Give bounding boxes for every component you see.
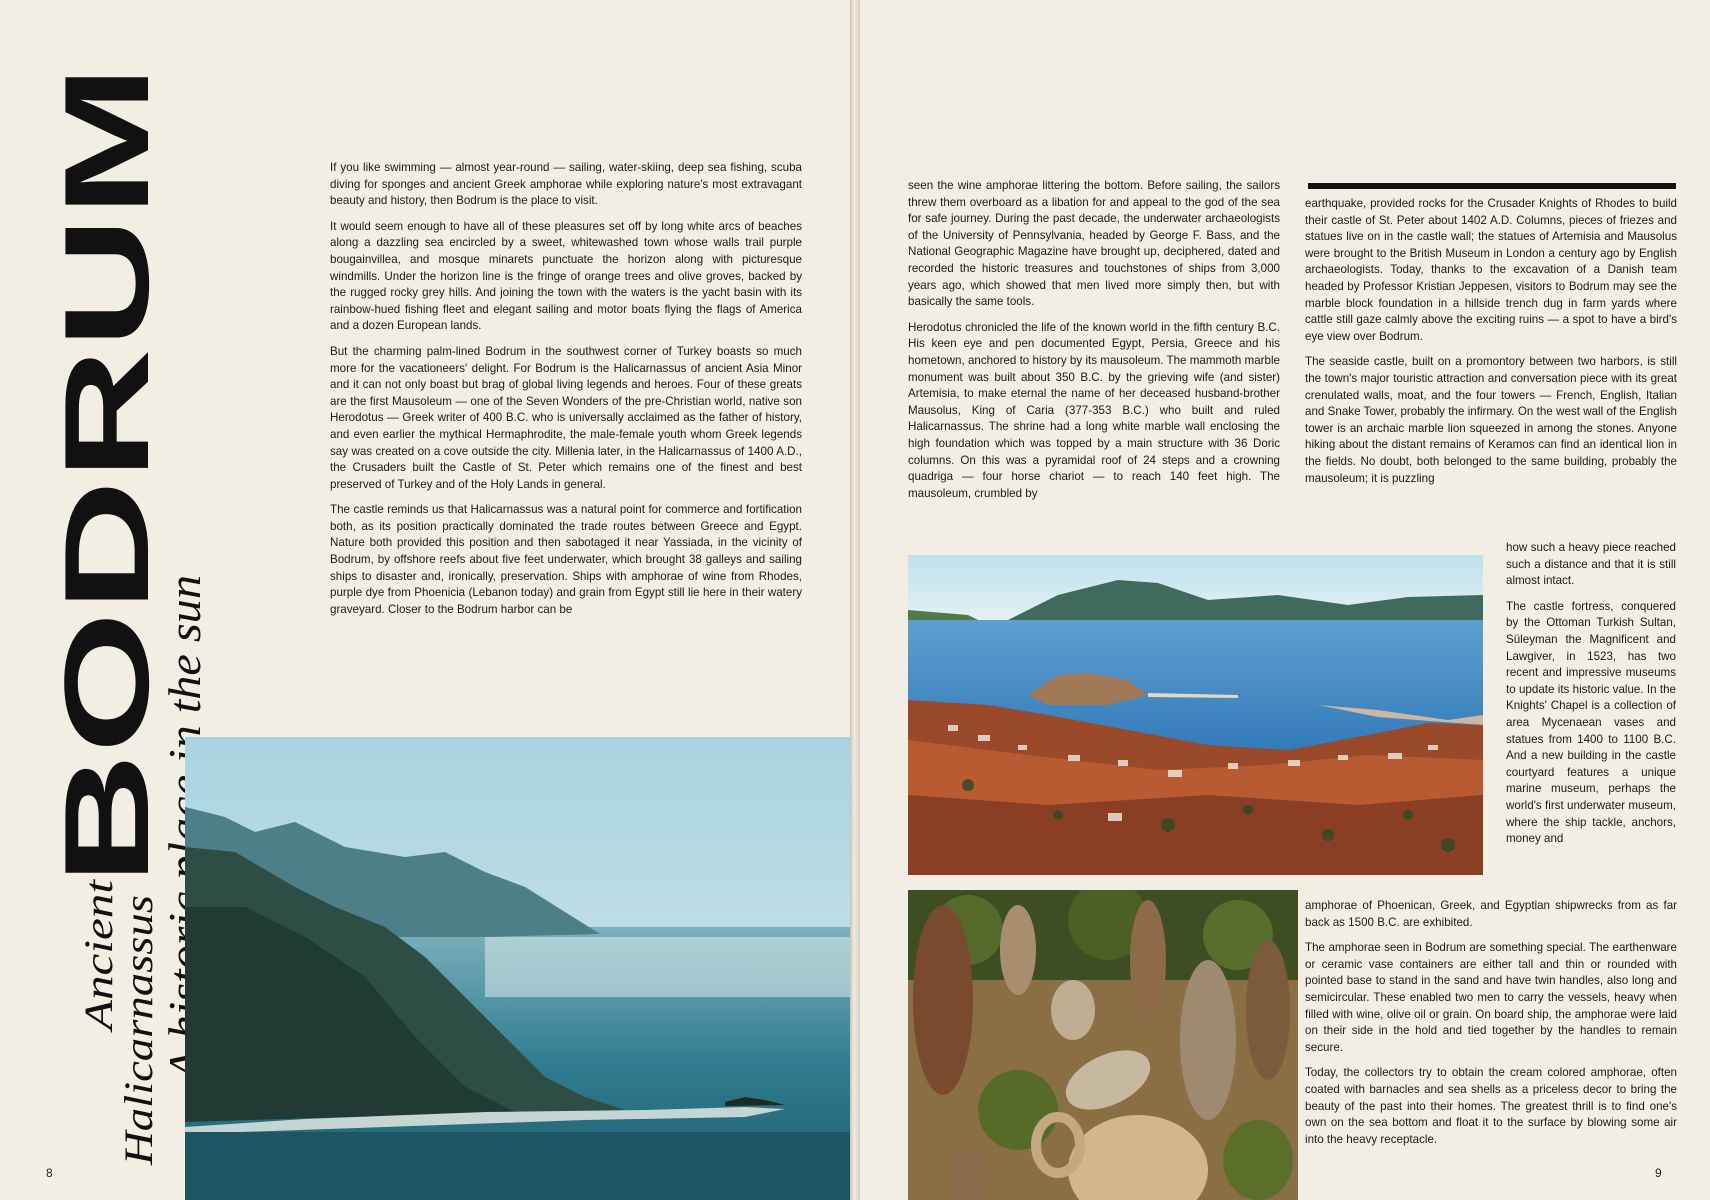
left-page (0, 0, 850, 1200)
paragraph: seen the wine amphorae littering the bottom. Before sailing, the sailors threw them overboard as a libation for and appeal to the god of the sea for safe journey. During the past decade, the underwater archaeologists of the University of Pennsylvania, headed by George F. Bass, and the National Geographic Magazine have brought up, deciphered, dated and recorded the historic treasures and touchstones of ships from 3,000 years ago, which showed that men lived more simply then, but with basically the same tools. (908, 179, 1280, 309)
title-bodrum: BODRUM (39, 210, 174, 885)
middle-body-text (908, 178, 1280, 511)
paragraph: The seaside castle, built on a promontory between two harbors, is still the town's major touristic attraction and conversation piece with its great crenulated walls, moat, and the four towers — French, English, Italian and Snake Tower, probably the infirmary. On the west wall of the English tower is an archaic marble lion squeezed in among the stones. Anyone hiking about the distant remains of Keramos can find an identical lion in the fields. No doubt, both belonged to the same building, probably the mausoleum; it is puzzling (1305, 355, 1677, 485)
right-body-text-bottom (1305, 898, 1677, 1157)
paragraph: If you like swimming — almost year-round — sailing, water-skiing, deep sea fishing, scuba diving for sponges and ancient Greek amphorae while exploring nature's most extravagant beauty and history, then Bodrum is the place to visit. (330, 161, 802, 208)
column-rule (1308, 183, 1676, 189)
paragraph: Today, the collectors try to obtain the cream colored amphorae, often coated with barnacles and sea shells as a priceless decor to bring the beauty of the past into their homes. The greatest thrill is to find one's own on the sea bottom and float it to the surface by blowing some air into the heavy receptacle. (1305, 1066, 1677, 1146)
title-subtitle: A historic place in the sun (159, 599, 210, 1080)
paragraph: The amphorae seen in Bodrum are something special. The earthenware or ceramic vase containers are either tall and thin or rounded with pointed base to stand in the sand and have twin handles, also long and semicircular. These enabled two men to carry the vessels, heavy when filled with wine, olive oil or grain. On board ship, the amphorae were laid on their side in the hold and tied together by the handles to remain secure. (1305, 941, 1677, 1054)
page-number-left: 8 (46, 1166, 53, 1180)
title-halicarnassus: Halicarnassus (116, 933, 161, 1165)
coastline-photo (185, 737, 850, 1200)
left-body-text (330, 160, 802, 627)
paragraph: But the charming palm-lined Bodrum in the southwest corner of Turkey boasts so much more for the vacationeers' delight. For Bodrum is the Halicarnassus of ancient Asia Minor and it can not only boast but brag of global living legends and heroes. Four of these greats are the first Mausoleum — one of the Seven Wonders of the pre-Christian world, native son Herodotus — Greek writer of 400 B.C. who is universally acclaimed as the father of history, and even earlier the mythical Hermaphrodite, the male-female youth whom Greek legends say was created on a cove outside the city. Millenia later, in the Halicarnassus of 1400 A.D., the Crusaders built the Castle of St. Peter which remains one of the finest and best preserved of Turkey and of the Holy Lands in general. (330, 344, 802, 491)
paragraph: earthquake, provided rocks for the Crusader Knights of Rhodes to build their castle of St. Peter about 1402 A.D. Columns, pieces of friezes and statues live on in the castle wall; the statues of Artemisia and Mausolus were brought to the British Museum in London a century ago by English archaeologists. Today, thanks to the excavation of a Danish team headed by Professor Kristian Jeppesen, visitors to Bodrum may see the marble block foundation in a hillside trench dug in farm yards where cattle still gaze calmly above the exciting ruins — a spot to have a bird's eye view over Bodrum. (1305, 197, 1677, 343)
gutter (850, 0, 860, 1200)
right-body-text-top (1305, 196, 1677, 496)
paragraph: The castle reminds us that Halicarnassus was a natural point for commerce and fortification both, as its position practically dominated the trade routes between Greece and Egypt. Nature both provided this position and then sabotaged it near Yassiada, in the vicinity of Bodrum, by offshore reefs about five feet underwater, which brought 38 galleys and sailing ships to disaster and, ironically, preservation. Ships with amphorae of wine from Rhodes, purple dye from Phoenicia (Lebanon today) and grain from Egypt still lie here in their watery graveyard. Closer to the Bodrum harbor can be (330, 503, 802, 616)
right-body-text-narrow (1506, 540, 1676, 857)
paragraph: amphorae of Phoenican, Greek, and Egyptian shipwrecks from as far back as 1500 B.C. are exhibited. (1305, 899, 1677, 929)
right-page (860, 0, 1710, 1200)
paragraph: The castle fortress, conquered by the Ottoman Turkish Sultan, Süleyman the Magnificent and Lawgiver, in 1523, has two recent and impressive museums to update its historic value. In the Knights' Chapel is a collection of area Mycenaean vases and statues from 1400 to 1100 B.C. And a new building in the castle courtyard features a unique marine museum, perhaps the world's first underwater museum, where the ship tackle, anchors, money and (1506, 599, 1676, 846)
paragraph: how such a heavy piece reached such a distance and that it is still almost intact. (1506, 541, 1676, 588)
paragraph: It would seem enough to have all of these pleasures set off by long white arcs of beaches along a dazzling sea encircled by a sweet, whitewashed town whose walls trail purple bougainvillea, and mosque minarets punctuate the horizon along with picturesque windmills. Under the horizon line is the fringe of orange trees and olive groves, backed by the rugged rocky grey hills. And joining the town with the waters is the yacht basin with its rainbow-hued fishing fleet and elegant sailing and motor boats flying the flags of America and a dozen European lands. (330, 219, 802, 333)
amphorae-photo (908, 890, 1298, 1200)
title-ancient: Ancient (76, 907, 121, 1030)
harbor-photo (908, 555, 1483, 875)
page-number-right: 9 (1655, 1166, 1662, 1180)
paragraph: Herodotus chronicled the life of the known world in the fifth century B.C. His keen eye and pen documented Egypt, Persia, Greece and his hometown, anchored to history by its mausoleum. The mammoth marble monument was built about 350 B.C. by the grieving wife (and sister) Artemisia, to make eternal the name of her deceased husband-brother Mausolus, King of Caria (377-353 B.C.) who built and ruled Halicarnassus. The shrine had a long white marble wall enclosing the high foundation which was topped by a main structure with 36 Doric columns. On this was a pyramidal roof of 24 steps and a crowning quadriga — four horse chariot — to reach 140 feet high. The mausoleum, crumbled by (908, 320, 1280, 500)
